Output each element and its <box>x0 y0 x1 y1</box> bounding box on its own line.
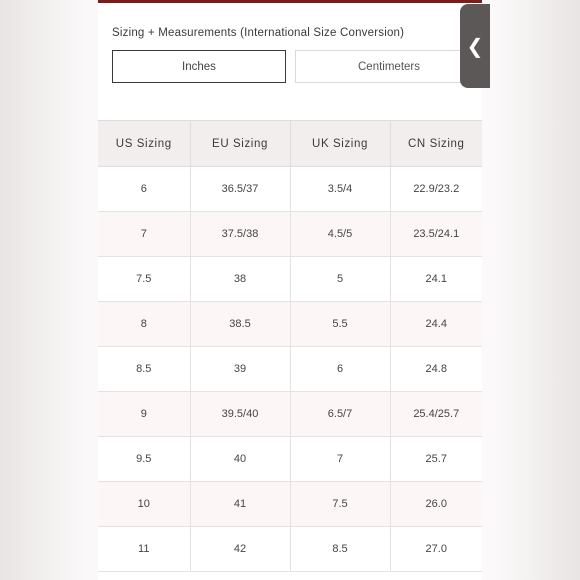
table-row <box>98 437 482 482</box>
collapse-tab-button[interactable] <box>460 4 490 88</box>
cell-uk: 8.5 <box>290 527 390 572</box>
table-row <box>98 302 482 347</box>
cell-eu: 36.5/37 <box>190 167 290 212</box>
centimeters-button[interactable]: Centimeters <box>295 50 482 83</box>
header-eu-sizing: EU Sizing <box>190 121 290 167</box>
cell-uk: 6.5/7 <box>290 392 390 437</box>
table-row <box>98 167 482 212</box>
cell-eu: 37.5/38 <box>190 212 290 257</box>
cell-us: 10 <box>98 482 190 527</box>
table-row <box>98 527 482 572</box>
cell-cn: 25.7 <box>390 437 482 482</box>
table-row <box>98 482 482 527</box>
header-cn-sizing: CN Sizing <box>390 121 482 167</box>
cell-eu: 41 <box>190 482 290 527</box>
cell-cn: 24.8 <box>390 347 482 392</box>
cell-cn: 22.9/23.2 <box>390 167 482 212</box>
table-header-row <box>98 121 482 167</box>
cell-us: 8.5 <box>98 347 190 392</box>
cell-uk: 7.5 <box>290 482 390 527</box>
cell-us: 6 <box>98 167 190 212</box>
cell-eu: 42 <box>190 527 290 572</box>
cell-cn: 27.0 <box>390 527 482 572</box>
cell-eu: 38.5 <box>190 302 290 347</box>
chevron-left-icon: ❮ <box>466 35 484 58</box>
table-row <box>98 257 482 302</box>
cell-us: 11 <box>98 527 190 572</box>
cell-uk: 4.5/5 <box>290 212 390 257</box>
header-us-sizing: US Sizing <box>98 121 190 167</box>
table-row <box>98 347 482 392</box>
cell-eu: 39.5/40 <box>190 392 290 437</box>
cell-us: 9.5 <box>98 437 190 482</box>
cell-eu: 38 <box>190 257 290 302</box>
cell-us: 7.5 <box>98 257 190 302</box>
cell-eu: 39 <box>190 347 290 392</box>
cell-cn: 25.4/25.7 <box>390 392 482 437</box>
cell-uk: 7 <box>290 437 390 482</box>
cell-uk: 5.5 <box>290 302 390 347</box>
table-row <box>98 212 482 257</box>
cell-cn: 26.0 <box>390 482 482 527</box>
size-conversion-table <box>98 120 482 572</box>
cell-cn: 24.4 <box>390 302 482 347</box>
cell-uk: 5 <box>290 257 390 302</box>
header-uk-sizing: UK Sizing <box>290 121 390 167</box>
inches-button[interactable]: Inches <box>112 50 286 83</box>
cell-uk: 6 <box>290 347 390 392</box>
table-row <box>98 392 482 437</box>
cell-eu: 40 <box>190 437 290 482</box>
cell-cn: 24.1 <box>390 257 482 302</box>
cell-us: 7 <box>98 212 190 257</box>
cell-us: 9 <box>98 392 190 437</box>
size-chart-heading: Sizing + Measurements (International Size Conversion) <box>112 27 405 39</box>
cell-cn: 23.5/24.1 <box>390 212 482 257</box>
cell-us: 8 <box>98 302 190 347</box>
cell-uk: 3.5/4 <box>290 167 390 212</box>
